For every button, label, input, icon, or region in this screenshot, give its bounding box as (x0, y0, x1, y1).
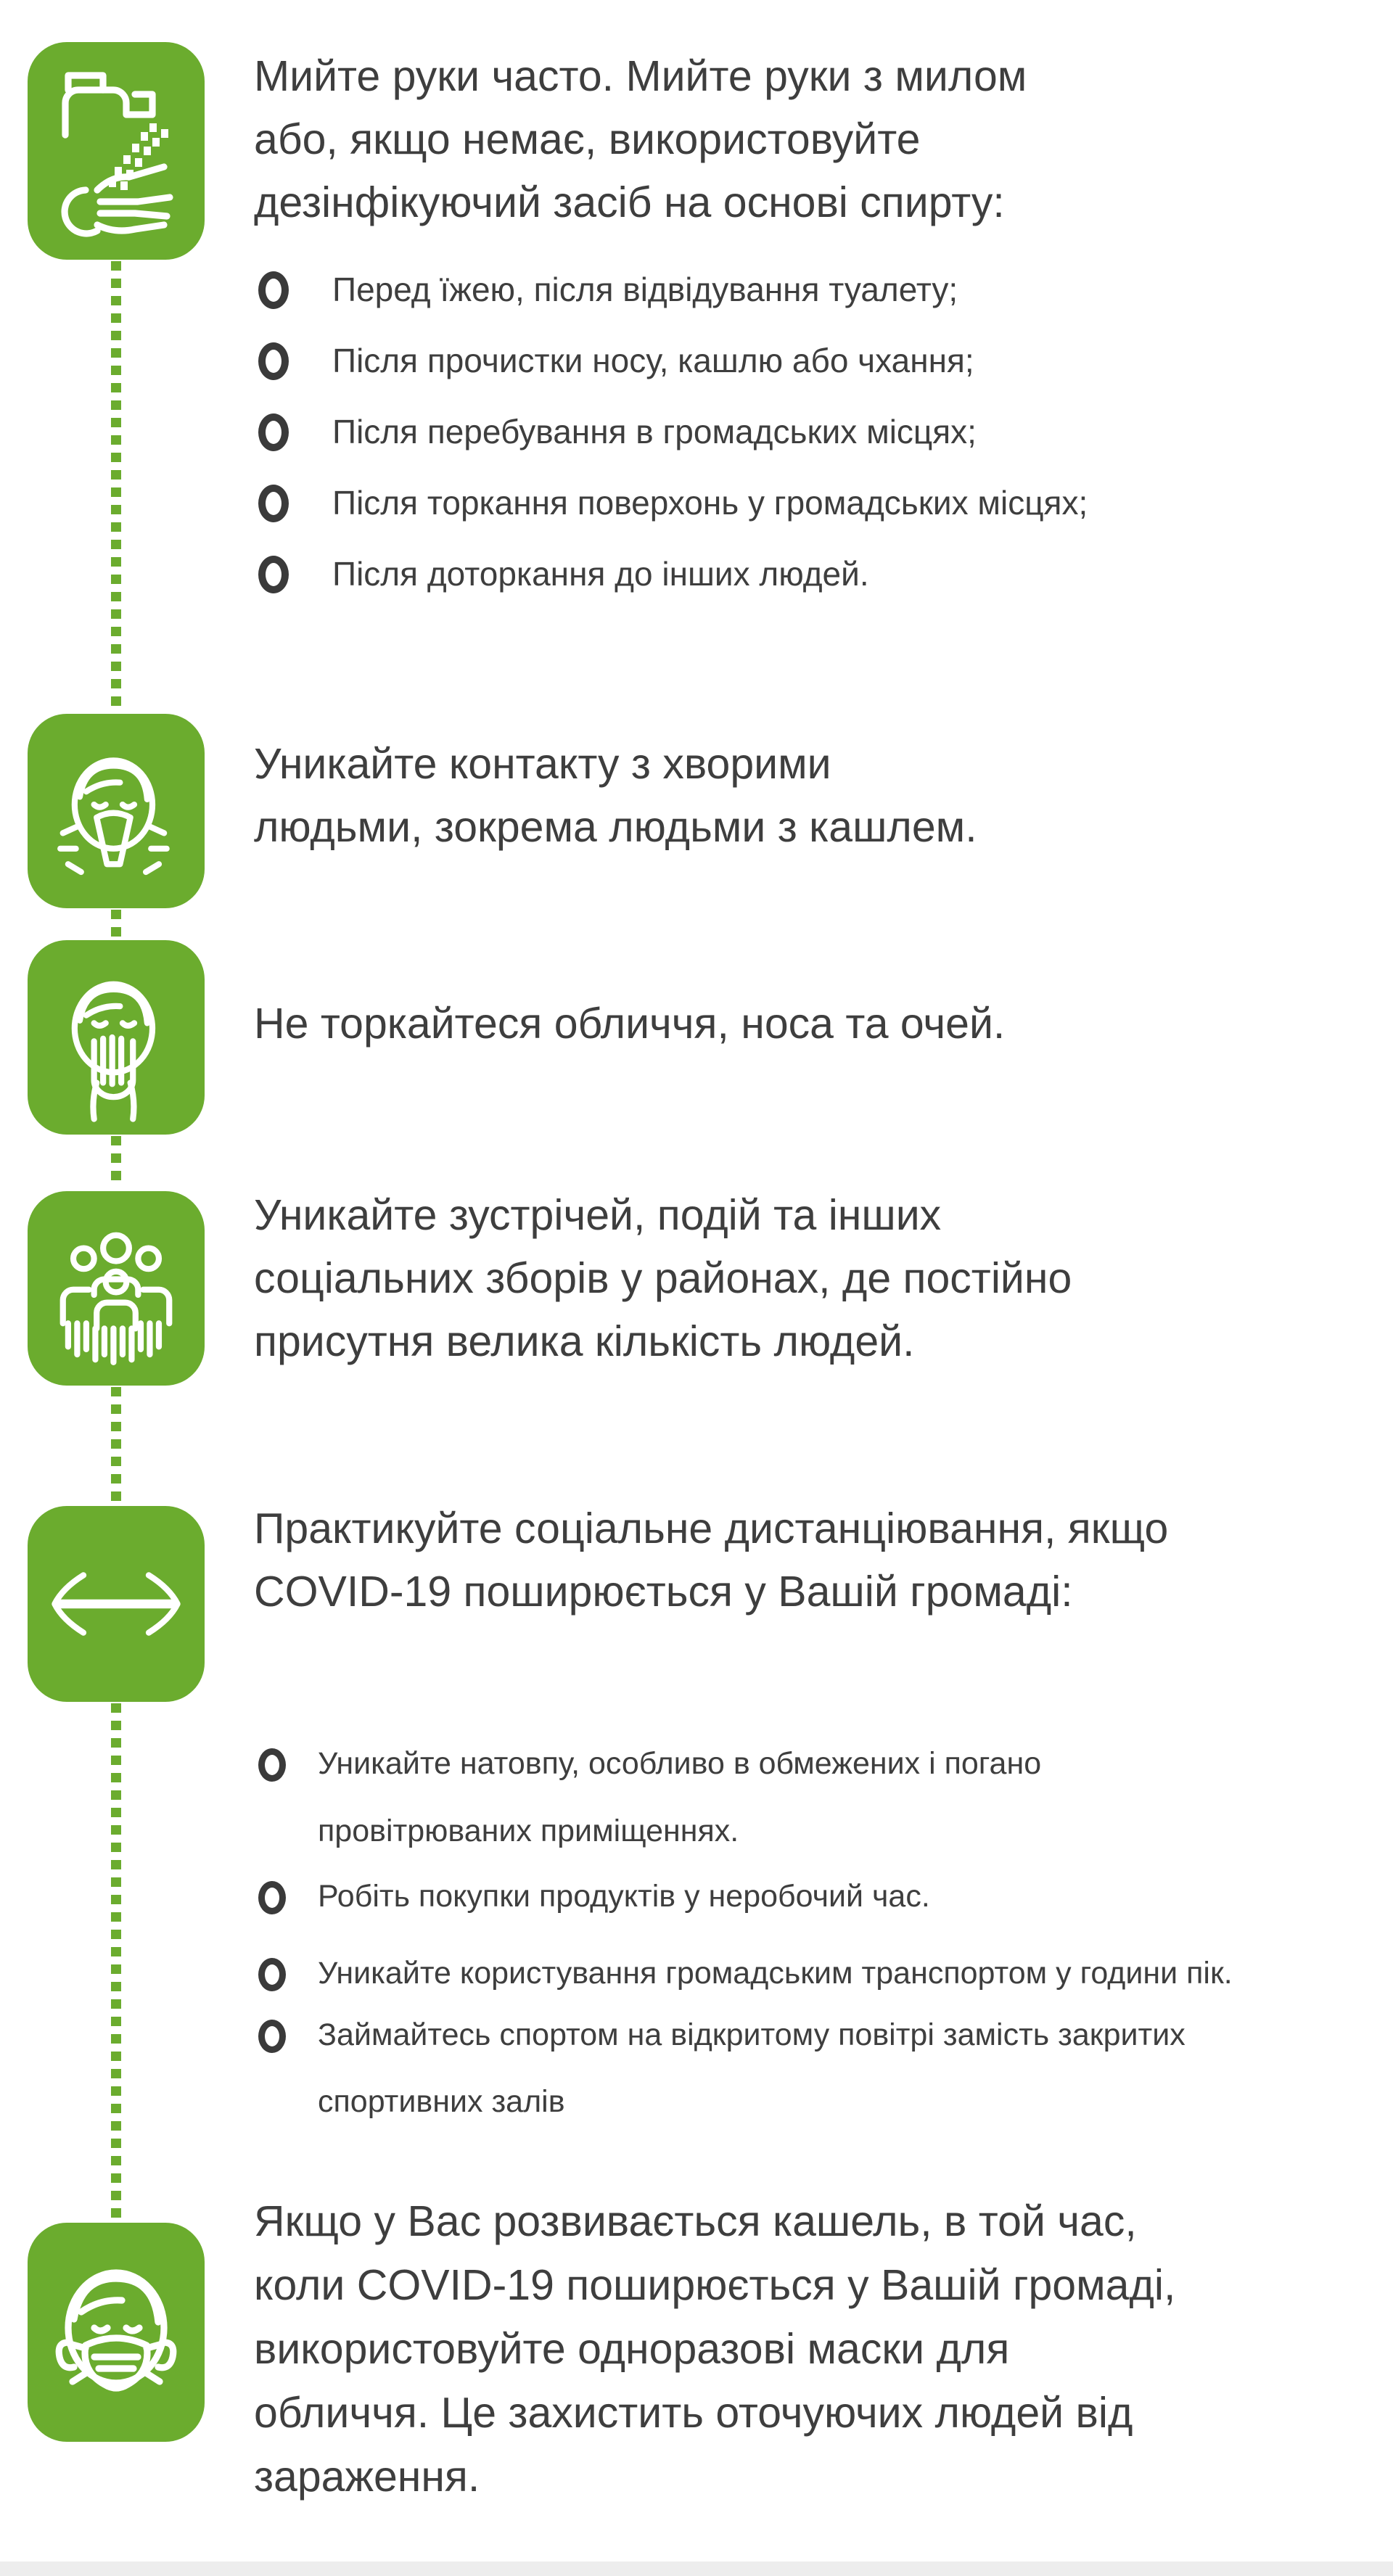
bullet-item: Після прочистки носу, кашлю або чхання; (332, 342, 974, 379)
bullet-item-line: провітрюваних приміщеннях. (318, 1814, 739, 1848)
bullet-ring-icon (258, 485, 289, 522)
bullet-item: Перед їжею, після відвідування туалету; (332, 271, 958, 308)
sneezing-face-icon (28, 714, 205, 908)
bullet-ring-icon (258, 271, 289, 309)
bullet-ring-icon (258, 1881, 286, 1914)
heading-line: обличчя. Це захистить оточуючих людей від (254, 2389, 1133, 2437)
bullet-ring-icon (258, 413, 289, 451)
section-heading-wash-hands (254, 45, 1027, 234)
bullet-item: Після перебування в громадських місцях; (332, 413, 977, 450)
section-heading-avoid-sick (254, 733, 977, 859)
dotted-connector (111, 261, 121, 712)
face-with-mask-icon (28, 2223, 205, 2442)
heading-line: Практикуйте соціальне дистанціювання, якщо (254, 1505, 1169, 1552)
bullet-ring-icon (258, 556, 289, 593)
icon-tile-use-mask (28, 2223, 205, 2442)
heading-line: людьми, зокрема людьми з кашлем. (254, 803, 977, 851)
section-heading-dont-touch-face (254, 992, 1005, 1055)
crowd-of-people-icon (28, 1191, 205, 1386)
heading-line: зараження. (254, 2453, 480, 2501)
hand-covering-mouth-icon (28, 940, 205, 1135)
bullet-item-line: Уникайте користування громадським транспортом у години пік. (318, 1956, 1233, 1991)
icon-tile-avoid-sick (28, 714, 205, 908)
heading-line: дезінфікуючий засіб на основі спирту: (254, 178, 1005, 226)
dotted-connector (111, 1136, 121, 1188)
icon-tile-dont-touch-face (28, 940, 205, 1135)
bullet-item-line: спортивних залів (318, 2084, 565, 2119)
dotted-connector (111, 910, 121, 939)
section-heading-avoid-gatherings (254, 1184, 1072, 1373)
heading-line: або, якщо немає, використовуйте (254, 115, 921, 163)
icon-tile-avoid-gatherings (28, 1191, 205, 1386)
heading-line: Мийте руки часто. Мийте руки з милом (254, 52, 1027, 100)
bullet-item: Після доторкання до інших людей. (332, 555, 869, 593)
heading-line: Уникайте контакту з хворими (254, 740, 831, 788)
heading-line: Не торкайтеся обличчя, носа та очей. (254, 1000, 1006, 1048)
bullet-item-line: Займайтесь спортом на відкритому повітрі замість закритих (318, 2017, 1186, 2052)
heading-line: Уникайте зустрічей, подій та інших (254, 1191, 942, 1239)
bullet-ring-icon (258, 2020, 286, 2053)
faucet-handwashing-icon (28, 42, 205, 260)
heading-line: COVID-19 поширюється у Вашій громаді: (254, 1568, 1073, 1616)
bullet-ring-icon (258, 1748, 286, 1782)
section-heading-social-distancing (254, 1497, 1168, 1624)
bullet-item-line: Уникайте натовпу, особливо в обмежених і погано (318, 1746, 1042, 1781)
bullet-item-line: Робіть покупки продуктів у неробочий час. (318, 1879, 930, 1914)
icon-tile-wash-hands (28, 42, 205, 260)
distance-double-arrow-icon (28, 1506, 205, 1702)
heading-line: Якщо у Вас розвивається кашель, в той час, (254, 2197, 1137, 2245)
heading-line: соціальних зборів у районах, де постійно (254, 1254, 1072, 1302)
dotted-connector (111, 1703, 121, 2221)
bullet-item: Після торкання поверхонь у громадських місцях; (332, 484, 1088, 522)
bullet-ring-icon (258, 342, 289, 380)
bottom-divider (0, 2561, 1393, 2576)
bullet-ring-icon (258, 1958, 286, 1991)
heading-line: присутня велика кількість людей. (254, 1317, 915, 1365)
heading-line: використовуйте одноразові маски для (254, 2325, 1010, 2373)
section-heading-use-mask (254, 2189, 1175, 2509)
icon-tile-social-distancing (28, 1506, 205, 1702)
heading-line: коли COVID-19 поширюється у Вашій громаді, (254, 2261, 1176, 2309)
dotted-connector (111, 1387, 121, 1503)
